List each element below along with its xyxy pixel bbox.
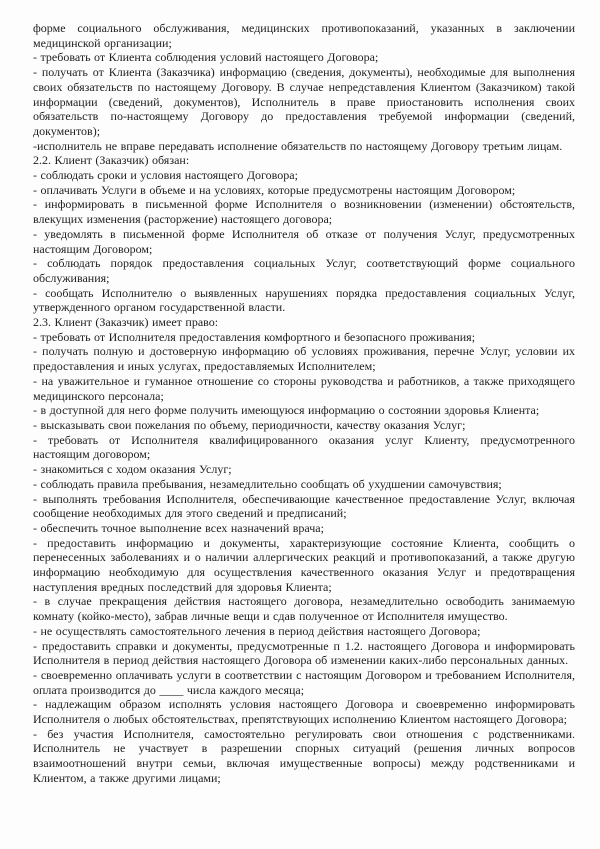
paragraph: - соблюдать правила пребывания, незамедлительно сообщать об ухудшении самочувствия; bbox=[33, 476, 502, 491]
paragraph: - обеспечить точное выполнение всех назначений врача; bbox=[33, 520, 324, 535]
paragraph: - соблюдать порядок предоставления социальных Услуг, соответствующий форме социального обслуживания; bbox=[33, 256, 575, 285]
paragraph: форме социального обслуживания, медицинских противопоказаний, указанных в заключении медицинской организации; bbox=[33, 21, 575, 50]
paragraph: - оплачивать Услуги в объеме и на условиях, которые предусмотрены настоящим Договором; bbox=[33, 182, 516, 197]
paragraph: - надлежащим образом исполнять условия настоящего Договора и своевременно информировать Исполнителя о любых обстоятельствах, препятствующих исполнению Клиентом настоящего Договора; bbox=[33, 697, 575, 727]
paragraph: - выполнять требования Исполнителя, обеспечивающие качественное предоставление Услуг, включая сообщение необходимых для этого сведений и предписаний; bbox=[33, 491, 575, 521]
paragraph: 2.2. Клиент (Заказчик) обязан: bbox=[33, 153, 190, 168]
document-text bbox=[33, 21, 575, 786]
paragraph: - получать полную и достоверную информацию об условиях проживания, перечне Услуг, условии их предоставления и иных услугах, предоставляемых Исполнителем; bbox=[33, 344, 575, 374]
paragraph: - получать от Клиента (Заказчика) информацию (сведения, документы), необходимые для выполнения своих обязательств по настоящему Договору. В случае непредставления Клиентом (Заказчиком) такой информации (сведений, документов), Исполнитель в праве приостановить исполнения своих обязательств по-настоящему Договору до предоставления требуемой информации (сведений, документов); bbox=[33, 65, 575, 138]
paragraph: - информировать в письменной форме Исполнителя о возникновении (изменении) обстоятельств, влекущих изменения (расторжение) настоящего договора; bbox=[33, 197, 575, 227]
paragraph: - высказывать свои пожелания по объему, периодичности, качеству оказания Услуг; bbox=[33, 417, 466, 432]
paragraph: - в случае прекращения действия настоящего договора, незамедлительно освободить занимаемую комнату (койко-место), забрав личные вещи и сдав полученное от Исполнителя имущество. bbox=[33, 594, 575, 624]
paragraph: - требовать от Клиента соблюдения условий настоящего Договора; bbox=[33, 50, 379, 65]
paragraph: - на уважительное и гуманное отношение со стороны руководства и работников, а также приходящего медицинского персонала; bbox=[33, 373, 575, 403]
paragraph: - знакомиться с ходом оказания Услуг; bbox=[33, 462, 232, 477]
paragraph: - требовать от Исполнителя предоставления комфортного и безопасного проживания; bbox=[33, 329, 476, 344]
paragraph: - соблюдать сроки и условия настоящего Договора; bbox=[33, 168, 298, 183]
paragraph: - своевременно оплачивать услуги в соответствии с настоящим Договором и требованием Исполнителя, оплата производится до ____ числа каждого месяца; bbox=[33, 667, 575, 697]
paragraph: - без участия Исполнителя, самостоятельно регулировать свои отношения с родственниками. Исполнитель не участвует в разрешении спорных ситуаций (решения личных вопросов взаимоотношений внутри семьи, включая имущественные вопросы) между родственниками и Клиентом, а также другими лицами; bbox=[33, 726, 575, 785]
paragraph: - требовать от Исполнителя квалифицированного оказания услуг Клиенту, предусмотренного настоящим договором; bbox=[33, 432, 575, 462]
paragraph: - уведомлять в письменной форме Исполнителя об отказе от получения Услуг, предусмотренных настоящим Договором; bbox=[33, 226, 575, 256]
paragraph: -исполнитель не вправе передавать исполнение обязательств по настоящему Договору третьим лицам. bbox=[33, 138, 563, 153]
paragraph: - предоставить справки и документы, предусмотренные п 1.2. настоящего Договора и информировать Исполнителя в период действия настоящего Договора об изменении каких-либо персональных данных. bbox=[33, 638, 575, 668]
paragraph: - сообщать Исполнителю о выявленных нарушениях порядка предоставления социальных Услуг, утвержденного органом государственной власти. bbox=[33, 285, 575, 315]
paragraph: 2.3. Клиент (Заказчик) имеет право: bbox=[33, 315, 219, 330]
paragraph: - в доступной для него форме получить имеющуюся информацию о состоянии здоровья Клиента; bbox=[33, 403, 540, 418]
paragraph: - не осуществлять самостоятельного лечения в период действия настоящего Договора; bbox=[33, 623, 481, 638]
paragraph: - предоставить информацию и документы, характеризующие состояние Клиента, сообщить о перенесенных заболеваниях и о наличии аллергических реакций и противопоказаний, а также другую информацию необходимую для осуществления качественного оказания Услуг и предотвращения наступления вредных последствий для здоровья Клиента; bbox=[33, 535, 575, 594]
